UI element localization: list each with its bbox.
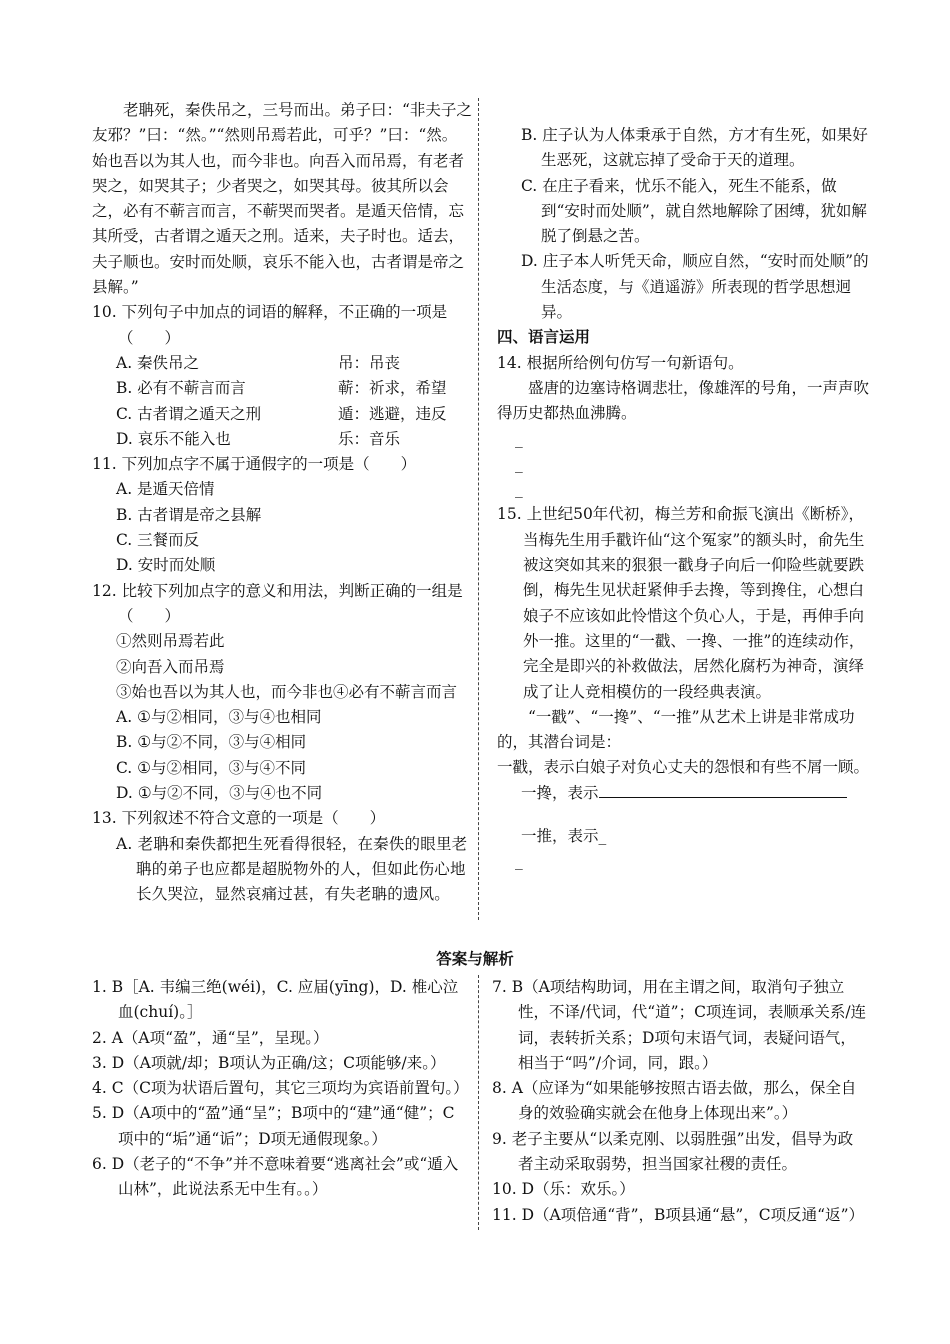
q10-option-d: D. 哀乐不能入也 乐：音乐 xyxy=(116,429,401,448)
q10-option-c: C. 古者谓之遁天之刑 遁：逃避，违反 xyxy=(116,404,447,423)
answer-item: 9. 老子主要从“以柔克刚、以弱胜强”出发，倡导为政者主动采取弱势，担当国家社稷的责任。 xyxy=(492,1129,854,1174)
question-15 xyxy=(497,502,869,874)
question-15-stem: 15. 上世纪50年代初，梅兰芳和俞振飞演出《断桥》，当梅先生用手戳许仙“这个冤家”的额头时，俞先生被这突如其来的狠狠一戳身子向后一仰险些就要跌倒，梅先生见状赶紧伸手去搀，等到搀住，心想白娘子不应该如此怜惜这个负心人，于是，再伸手向外一推。这里的“一戳、一搀、一推”的连续动作，完全是即兴的补救做法，居然化腐朽为神奇，演绎成了让人竞相模仿的一段经典表演。 xyxy=(497,505,865,701)
answer-blank[interactable]: _ xyxy=(515,429,523,448)
q15-line-3: 一推，表示_ xyxy=(521,827,607,846)
answer-blank[interactable]: _ xyxy=(515,454,523,473)
q15-line-2: 一搀，表示 xyxy=(497,781,869,806)
column-divider xyxy=(478,98,479,920)
q11-option-b: B. 古者谓是帝之县解 xyxy=(116,505,262,524)
question-12-stem: 12. 比较下列加点字的意义和用法，判断正确的一组是（ ） xyxy=(92,581,463,625)
answer-item: 7. B（A项结构助词，用在主谓之间，取消句子独立性，不译/代词，代“道”；C项连词，表顺承关系/连词，表转折关系；D项句末语气词，表疑问语气，相当于“吗”/介词，同，跟。） xyxy=(492,978,867,1072)
q12-item-3: ③始也吾以为其人也，而今非也④必有不蕲言而言 xyxy=(116,682,458,701)
question-12 xyxy=(92,579,472,807)
q13-option-b: B. 庄子认为人体秉承于自然，方才有生死，如果好生恶死，这就忘掉了受命于天的道理。 xyxy=(521,126,868,170)
q14-example: 盛唐的边塞诗格调悲壮，像雄浑的号角，一声声吹得历史都热血沸腾。 xyxy=(497,378,870,423)
answer-item: 4. C（C项为状语后置句，其它三项均为宾语前置句。） xyxy=(92,1079,469,1098)
question-13 xyxy=(92,806,472,907)
right-column xyxy=(497,98,869,875)
q10-option-b: B. 必有不蕲言而言 蕲：祈求，希望 xyxy=(116,379,447,398)
answer-blank[interactable] xyxy=(599,781,847,798)
answer-blank[interactable]: _ xyxy=(515,852,523,871)
question-11-stem: 11. 下列加点字不属于通假字的一项是（ ） xyxy=(92,455,417,474)
answer-item: 2. A（A项“盈”，通“呈”，呈现。） xyxy=(92,1028,329,1047)
q12-option-d: D. ①与②不同，③与④也不同 xyxy=(116,784,323,803)
left-column xyxy=(92,98,472,908)
q12-item-2: ②向吾入而吊焉 xyxy=(116,657,225,676)
answer-item: 11. D（A项倍通“背”，B项县通“悬”，C项反通“返”） xyxy=(492,1205,864,1224)
section-heading: 四、语言运用 xyxy=(497,328,591,347)
answers-left xyxy=(92,975,467,1203)
q11-option-c: C. 三餐而反 xyxy=(116,531,200,550)
answers-right xyxy=(492,975,867,1228)
answer-item: 3. D（A项就/却；B项认为正确/这；C项能够/来。） xyxy=(92,1053,446,1072)
answer-item: 10. D（乐：欢乐。） xyxy=(492,1180,635,1199)
answer-blank[interactable]: _ xyxy=(515,480,523,499)
passage-text: 老聃死，秦佚吊之，三号而出。弟子曰：“非夫子之友邪？”曰：“然。”“然则吊焉若此，可乎？”曰：“然。始也吾以为其人也，而今非也。向吾入而吊焉，有老者哭之，如哭其子；少者哭之，如哭其母。彼其所以会之，必有不蕲言而言，不蕲哭而哭者。是遁天倍情，忘其所受，古者谓之遁天之刑。适来，夫子时也。适去，夫子顺也。安时而处顺，哀乐不能入也，古者谓是帝之县解。” xyxy=(92,101,472,297)
question-10 xyxy=(92,300,472,452)
answer-item: 5. D（A项中的“盈”通“呈”；B项中的“建”通“健”；C项中的“垢”通“诟”；D项无通假现象。） xyxy=(92,1104,455,1148)
q13-option-d: D. 庄子本人听凭天命，顺应自然，“安时而处顺”的生活态度，与《逍遥游》所表现的哲学思想迥异。 xyxy=(521,252,869,322)
q15-line-1: 一戳，表示白娘子对负心丈夫的怨恨和有些不屑一顾。 xyxy=(497,758,870,777)
q12-option-b: B. ①与②不同，③与④相同 xyxy=(116,733,307,752)
answer-divider xyxy=(478,975,479,1230)
question-11 xyxy=(92,452,472,578)
answer-item: 6. D（老子的“不争”并不意味着要“逃离社会”或“遁入山林”，此说法系无中生有。。） xyxy=(92,1155,459,1199)
question-14-stem: 14. 根据所给例句仿写一句新语句。 xyxy=(497,353,744,372)
q10-option-a: A. 秦佚吊之 吊：吊丧 xyxy=(116,353,401,372)
question-14 xyxy=(497,351,869,503)
answer-section-title: 答案与解析 xyxy=(436,950,514,968)
q13-option-a: A. 老聃和秦佚都把生死看得很轻，在秦佚的眼里老聃的弟子也应都是超脱物外的人，但如此伤心地长久哭泣，显然哀痛过甚，有失老聃的遗风。 xyxy=(116,834,468,904)
q11-option-d: D. 安时而处顺 xyxy=(116,556,216,575)
q13-option-c: C. 在庄子看来，忧乐不能入，死生不能系，做到“安时而处顺”，就自然地解除了困缚，犹如解脱了倒悬之苦。 xyxy=(521,176,867,246)
answer-item: 8. A（应译为“如果能够按照古语去做，那么，保全自身的效验确实就会在他身上体现出来”。） xyxy=(492,1079,857,1123)
answer-item: 1. B［A. 韦编三绝(wéi)，C. 应届(yīng)，D. 椎心泣血(chuí)。］ xyxy=(92,978,459,1022)
q12-item-1: ①然则吊焉若此 xyxy=(116,632,225,651)
q12-option-c: C. ①与②相同，③与④不同 xyxy=(116,758,307,777)
q11-option-a: A. 是遁天倍情 xyxy=(116,480,215,499)
question-10-stem: 10. 下列句子中加点的词语的解释，不正确的一项是（ ） xyxy=(92,303,448,347)
q15-prompt: “一戳”、“一搀”、“一推”从艺术上讲是非常成功的，其潜台词是： xyxy=(497,707,855,752)
question-13-stem: 13. 下列叙述不符合文意的一项是（ ） xyxy=(92,809,386,828)
q12-option-a: A. ①与②相同，③与④也相同 xyxy=(116,708,322,727)
